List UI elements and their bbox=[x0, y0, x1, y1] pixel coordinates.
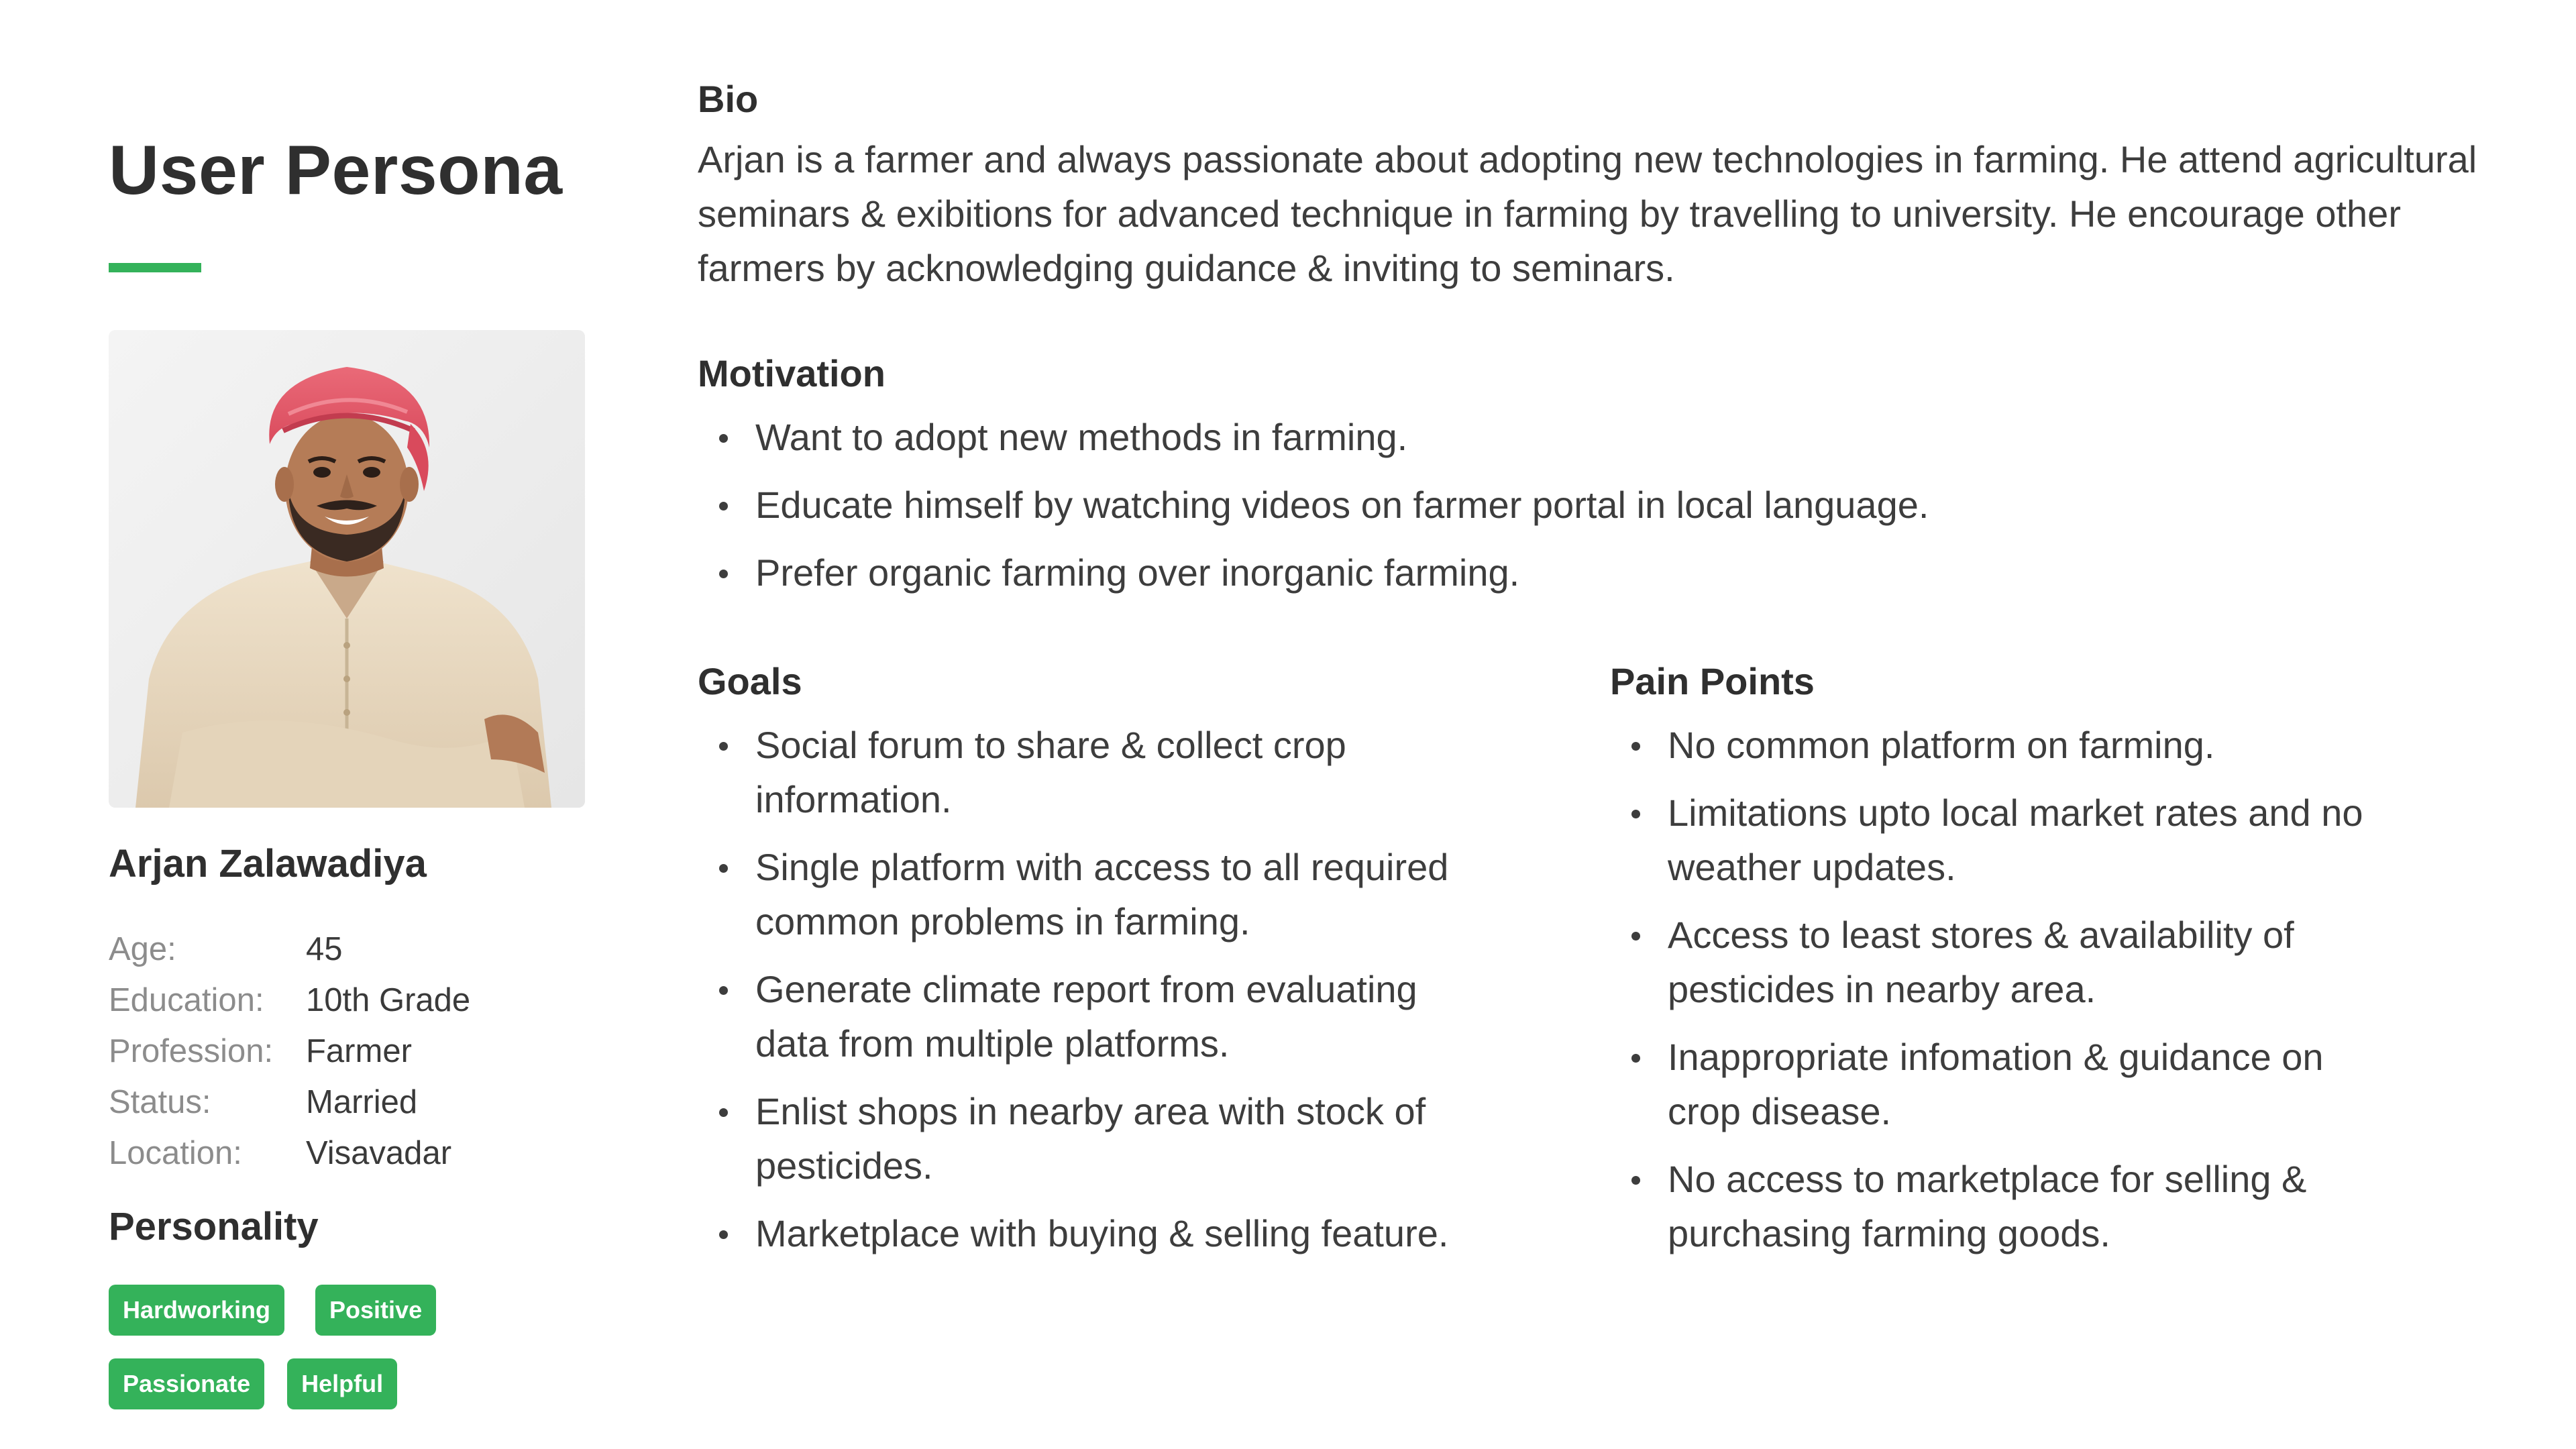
goals-heading: Goals bbox=[698, 660, 802, 702]
list-item: Access to least stores & availability of pesticides in nearby area. bbox=[1610, 908, 2381, 1016]
tag-helpful: Helpful bbox=[287, 1358, 397, 1409]
personality-tags bbox=[109, 1285, 592, 1432]
detail-label: Education: bbox=[109, 982, 264, 1018]
bio-heading: Bio bbox=[698, 78, 759, 120]
goals-list bbox=[698, 718, 1489, 1274]
tag-passionate: Passionate bbox=[109, 1358, 264, 1409]
persona-photo bbox=[109, 330, 585, 808]
detail-label: Location: bbox=[109, 1135, 242, 1171]
tag-positive: Positive bbox=[315, 1285, 436, 1336]
tag-row bbox=[109, 1358, 592, 1409]
motivation-heading: Motivation bbox=[698, 352, 885, 394]
list-item: Limitations upto local market rates and no weather updates. bbox=[1610, 786, 2381, 894]
detail-value: Farmer bbox=[306, 1033, 412, 1069]
list-item: Marketplace with buying & selling feature. bbox=[698, 1206, 1489, 1260]
pain-points-list bbox=[1610, 718, 2381, 1274]
list-item: Educate himself by watching videos on farmer portal in local language. bbox=[698, 478, 2509, 532]
tag-row bbox=[109, 1285, 592, 1336]
list-item: Want to adopt new methods in farming. bbox=[698, 410, 2509, 464]
list-item: Inappropriate infomation & guidance on crop disease. bbox=[1610, 1030, 2381, 1138]
detail-location bbox=[109, 1128, 578, 1179]
page-title: User Persona bbox=[109, 131, 563, 209]
list-item: Enlist shops in nearby area with stock of pesticides. bbox=[698, 1084, 1489, 1193]
detail-value: Visavadar bbox=[306, 1135, 452, 1171]
person-photo-icon bbox=[109, 330, 585, 808]
persona-details bbox=[109, 924, 578, 1179]
detail-label: Profession: bbox=[109, 1033, 274, 1069]
detail-profession bbox=[109, 1026, 578, 1077]
detail-education bbox=[109, 975, 578, 1026]
bio-text: Arjan is a farmer and always passionate about adopting new technologies in farming. He attend agricultural seminars & exibitions for advanced technique in farming by travelling to university. He encourage other farmers by acknowledging guidance & inviting to seminars. bbox=[698, 138, 2477, 289]
tag-hardworking: Hardworking bbox=[109, 1285, 284, 1336]
detail-value: 10th Grade bbox=[306, 982, 471, 1018]
personality-heading: Personality bbox=[109, 1205, 319, 1248]
pain-points-heading: Pain Points bbox=[1610, 660, 1815, 702]
list-item: Generate climate report from evaluating data from multiple platforms. bbox=[698, 962, 1489, 1071]
list-item: No common platform on farming. bbox=[1610, 718, 2381, 772]
detail-value: 45 bbox=[306, 931, 343, 967]
list-item: No access to marketplace for selling & purchasing farming goods. bbox=[1610, 1152, 2381, 1260]
persona-name: Arjan Zalawadiya bbox=[109, 842, 427, 885]
detail-label: Age: bbox=[109, 931, 176, 967]
title-accent-bar bbox=[109, 263, 201, 272]
motivation-list bbox=[698, 410, 2509, 613]
detail-status bbox=[109, 1077, 578, 1128]
detail-age bbox=[109, 924, 578, 975]
list-item: Social forum to share & collect crop information. bbox=[698, 718, 1489, 826]
list-item: Single platform with access to all required common problems in farming. bbox=[698, 840, 1489, 949]
detail-value: Married bbox=[306, 1084, 418, 1120]
list-item: Prefer organic farming over inorganic farming. bbox=[698, 545, 2509, 600]
detail-label: Status: bbox=[109, 1084, 211, 1120]
